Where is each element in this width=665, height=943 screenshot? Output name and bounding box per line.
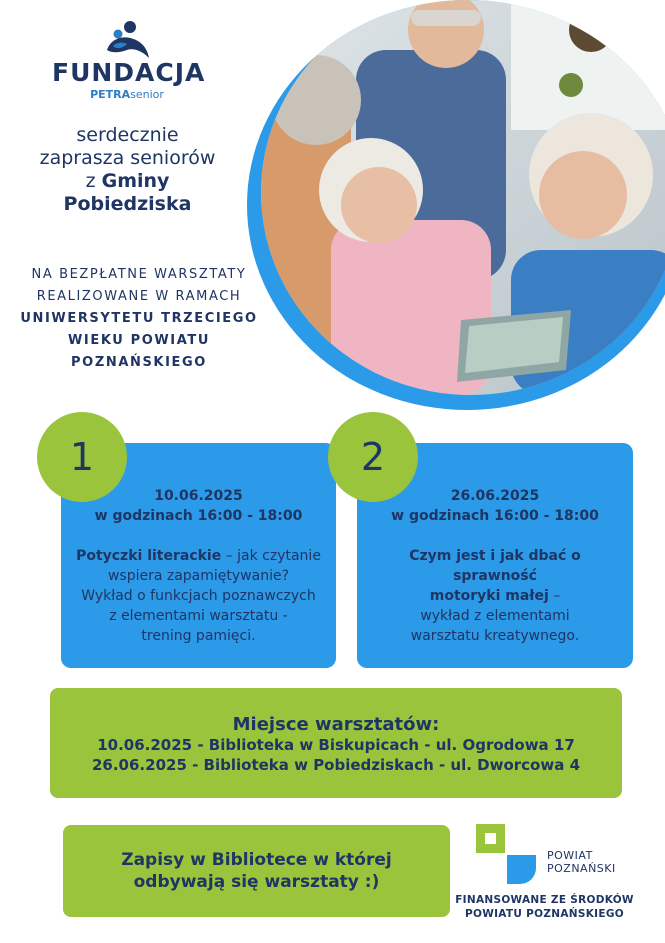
location-line-2: 26.06.2025 - Biblioteka w Pobiedziskach - ul. Dworcowa 4 bbox=[91, 756, 581, 774]
locations-heading: Miejsce warsztatów: bbox=[232, 714, 440, 735]
workshop-1-date: 10.06.2025 bbox=[154, 488, 243, 504]
workshop-1-number-badge: 1 bbox=[37, 412, 127, 502]
workshops-intro: NA BEZPŁATNE WARSZTATY REALIZOWANE W RAMACH UNIWERSYTETU TRZECIEGO WIEKU POWIATU POZNAŃSKIEGO bbox=[20, 267, 258, 370]
workshop-locations bbox=[50, 688, 622, 798]
powiat-name: POWIAT POZNAŃSKI bbox=[547, 849, 616, 875]
workshop-2-hours: w godzinach 16:00 - 18:00 bbox=[391, 508, 599, 524]
invitation-text: serdecznie zaprasza seniorów z Gminy Pobiedziska bbox=[39, 124, 216, 215]
powiat-poznanski-logo-icon bbox=[476, 824, 536, 884]
funding-note: FINANSOWANE ZE ŚRODKÓW POWIATU POZNAŃSKIEGO bbox=[455, 894, 634, 920]
logo-subtitle: PETRAsenior bbox=[90, 88, 164, 101]
workshop-2-date: 26.06.2025 bbox=[450, 488, 540, 504]
workshop-2-number-badge: 2 bbox=[328, 412, 418, 502]
signup-info: Zapisy w Bibliotece w której odbywają się warsztaty :) bbox=[63, 825, 450, 917]
photo-frame bbox=[247, 0, 665, 410]
logo-title: FUNDACJA bbox=[52, 58, 206, 87]
workshop-1-description: Potyczki literackie – jak czytanie wspiera zapamiętywanie? Wykład o funkcjach poznawczych z elementami warsztatu - trening pamięci. bbox=[76, 548, 321, 644]
location-line-1: 10.06.2025 - Biblioteka w Biskupicach - ul. Ogrodowa 17 bbox=[97, 736, 575, 754]
seniors-photo bbox=[261, 0, 665, 395]
workshop-2-description: Czym jest i jak dbać o sprawność motoryki małej – wykład z elementami warsztatu kreatywnego. bbox=[409, 548, 581, 644]
workshop-1-hours: w godzinach 16:00 - 18:00 bbox=[94, 508, 303, 524]
